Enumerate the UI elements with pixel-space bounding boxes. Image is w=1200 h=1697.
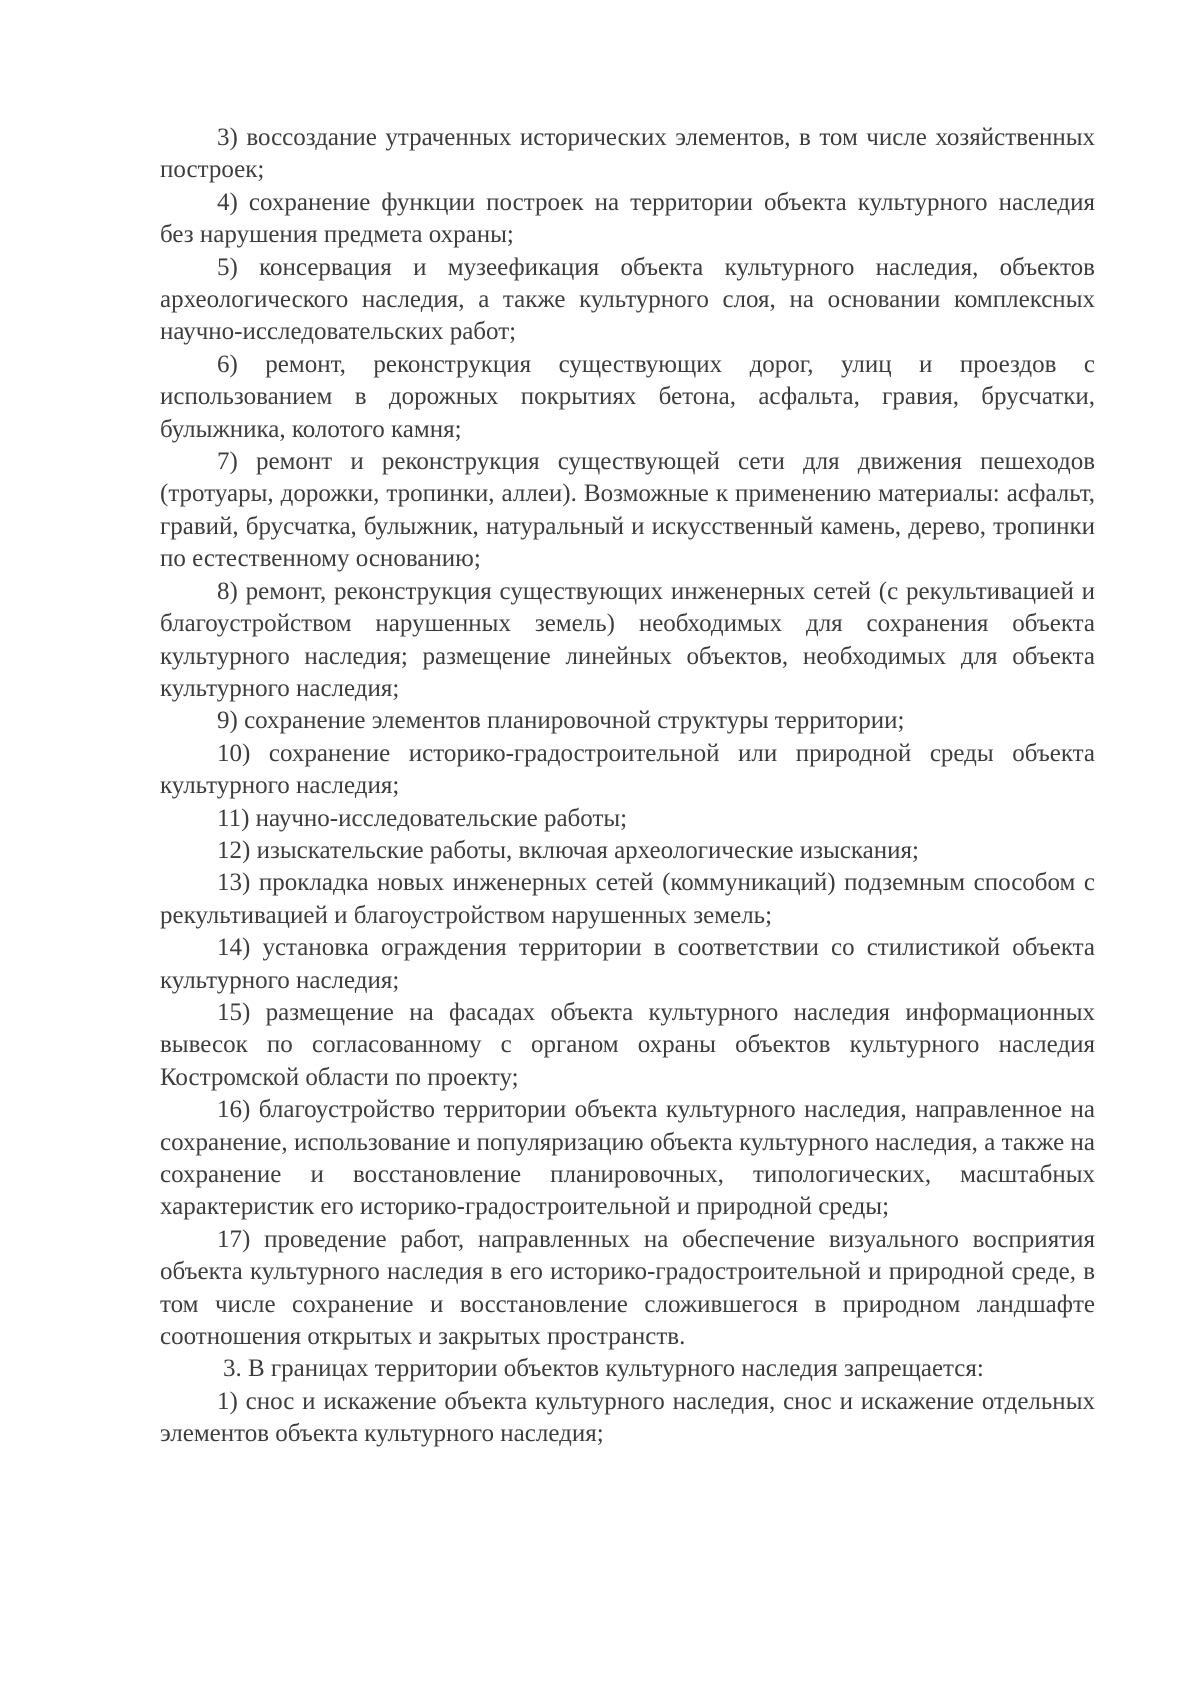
paragraph-item-10: 10) сохранение историко-градостроительной или природной среды объекта культурного наследия; xyxy=(160,739,1095,800)
paragraph-item-4: 4) сохранение функции построек на территории объекта культурного наследия без нарушения предмета охраны; xyxy=(160,188,1095,249)
paragraph-item-11: 11) научно-исследовательские работы; xyxy=(217,804,628,832)
paragraph-item-17: 17) проведение работ, направленных на обеспечение визуального восприятия объекта культурного наследия в его историко-градостроительной и природной среде, в том числе сохранение и восстановление сложившегося в природном ландшафте соотношения открытых и закрытых пространств. xyxy=(160,1225,1095,1351)
paragraph-item-15: 15) размещение на фасадах объекта культурного наследия информационных вывесок по согласованному с органом охраны объектов культурного наследия Костромской области по проекту; xyxy=(160,998,1095,1091)
paragraph-item-12: 12) изыскательские работы, включая археологические изыскания; xyxy=(217,836,919,864)
paragraph-item-5: 5) консервация и музеефикация объекта культурного наследия, объектов археологического наследия, а также культурного слоя, на основании комплексных научно-исследовательских работ; xyxy=(160,253,1095,346)
paragraph-item-7: 7) ремонт и реконструкция существующей сети для движения пешеходов (тротуары, дорожки, тропинки, аллеи). Возможные к применению материалы: асфальт, гравий, брусчатка, булыжник, натуральный и искусственный камень, дерево, тропинки по естественному основанию; xyxy=(160,448,1095,573)
section-heading-3: 3. В границах территории объектов культурного наследия запрещается: xyxy=(223,1355,984,1383)
paragraph-item-13: 13) прокладка новых инженерных сетей (коммуникаций) подземным способом с рекультивацией и благоустройством нарушенных земель; xyxy=(160,869,1095,929)
paragraph-item-3: 3) воссоздание утраченных исторических элементов, в том числе хозяйственных построек; xyxy=(160,124,1095,184)
prohibition-item-1: 1) снос и искажение объекта культурного наследия, снос и искажение отдельных элементов объекта культурного наследия; xyxy=(160,1387,1095,1448)
paragraph-item-8: 8) ремонт, реконструкция существующих инженерных сетей (с рекультивацией и благоустройством нарушенных земель) необходимых для сохранения объекта культурного наследия; размещение линейных объектов, необходимых для объекта культурного наследия; xyxy=(160,577,1095,702)
paragraph-item-16: 16) благоустройство территории объекта культурного наследия, направленное на сохранение, использование и популяризацию объекта культурного наследия, а также на сохранение и восстановление планировочных, типологических, масштабных характеристик его историко-градостроительной и природной среды; xyxy=(160,1096,1095,1221)
document-body xyxy=(160,122,1095,1451)
paragraph-item-9: 9) сохранение элементов планировочной структуры территории; xyxy=(217,707,905,735)
paragraph-item-14: 14) установка ограждения территории в соответствии со стилистикой объекта культурного наследия; xyxy=(160,934,1095,994)
paragraph-item-6: 6) ремонт, реконструкция существующих дорог, улиц и проездов с использованием в дорожных покрытиях бетона, асфальта, гравия, брусчатки, булыжника, колотого камня; xyxy=(160,350,1095,443)
